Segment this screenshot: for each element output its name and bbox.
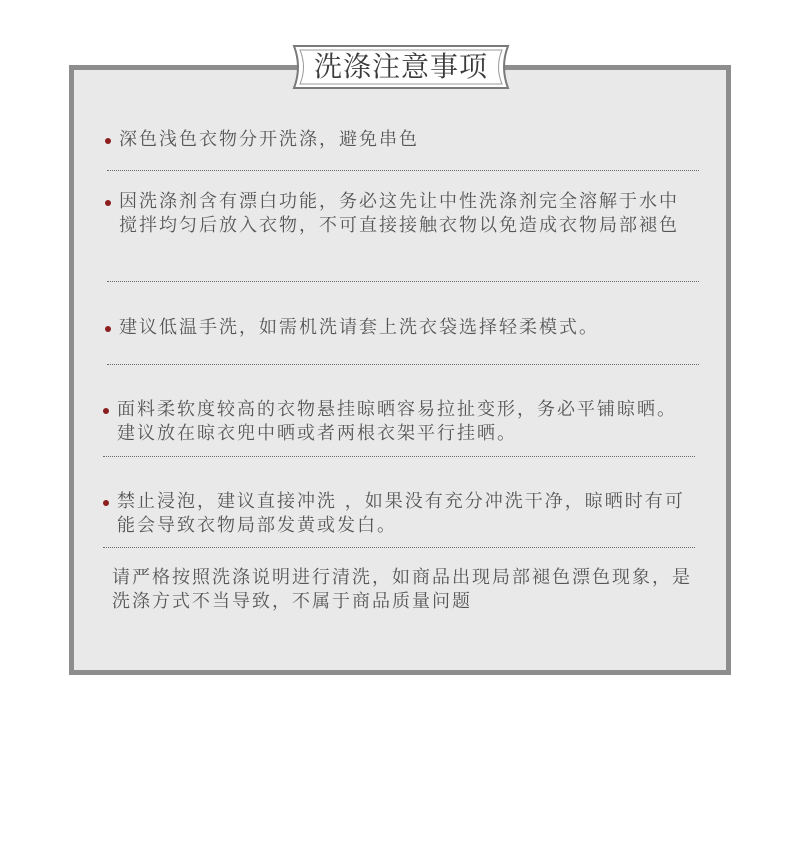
list-item-text: 因洗涤剂含有漂白功能，务必这先让中性洗涤剂完全溶解于水中搅拌均匀后放入衣物，不可直接接触衣物以免造成衣物局部褪色 xyxy=(119,191,679,236)
list-item xyxy=(105,190,695,238)
disclaimer-note: 请严格按照洗涤说明进行清洗，如商品出现局部褪色漂色现象，是洗涤方式不当导致，不属于商品质量问题 xyxy=(112,567,692,612)
list-item xyxy=(105,128,695,152)
divider xyxy=(103,547,695,548)
list-item xyxy=(103,398,693,446)
bullet-icon xyxy=(103,500,109,506)
title-badge xyxy=(284,40,518,94)
bullet-icon xyxy=(103,408,109,414)
divider xyxy=(107,170,699,171)
list-item-text: 面料柔软度较高的衣物悬挂晾晒容易拉扯变形，务必平铺晾晒。建议放在晾衣兜中晒或者两根衣架平行挂晒。 xyxy=(117,399,677,444)
bullet-icon xyxy=(105,326,111,332)
list-item-text: 禁止浸泡，建议直接冲洗 ，如果没有充分冲洗干净，晾晒时有可能会导致衣物局部发黄或发白。 xyxy=(117,491,685,536)
page-title: 洗涤注意事项 xyxy=(313,50,488,83)
bullet-icon xyxy=(105,138,111,144)
list-item xyxy=(103,490,693,538)
divider xyxy=(103,456,695,457)
list-item xyxy=(105,316,695,340)
list-item-text: 建议低温手洗，如需机洗请套上洗衣袋选择轻柔模式。 xyxy=(119,317,599,338)
divider xyxy=(107,364,699,365)
divider xyxy=(107,281,699,282)
bullet-icon xyxy=(105,200,111,206)
list-item-text: 深色浅色衣物分开洗涤，避免串色 xyxy=(119,129,419,150)
